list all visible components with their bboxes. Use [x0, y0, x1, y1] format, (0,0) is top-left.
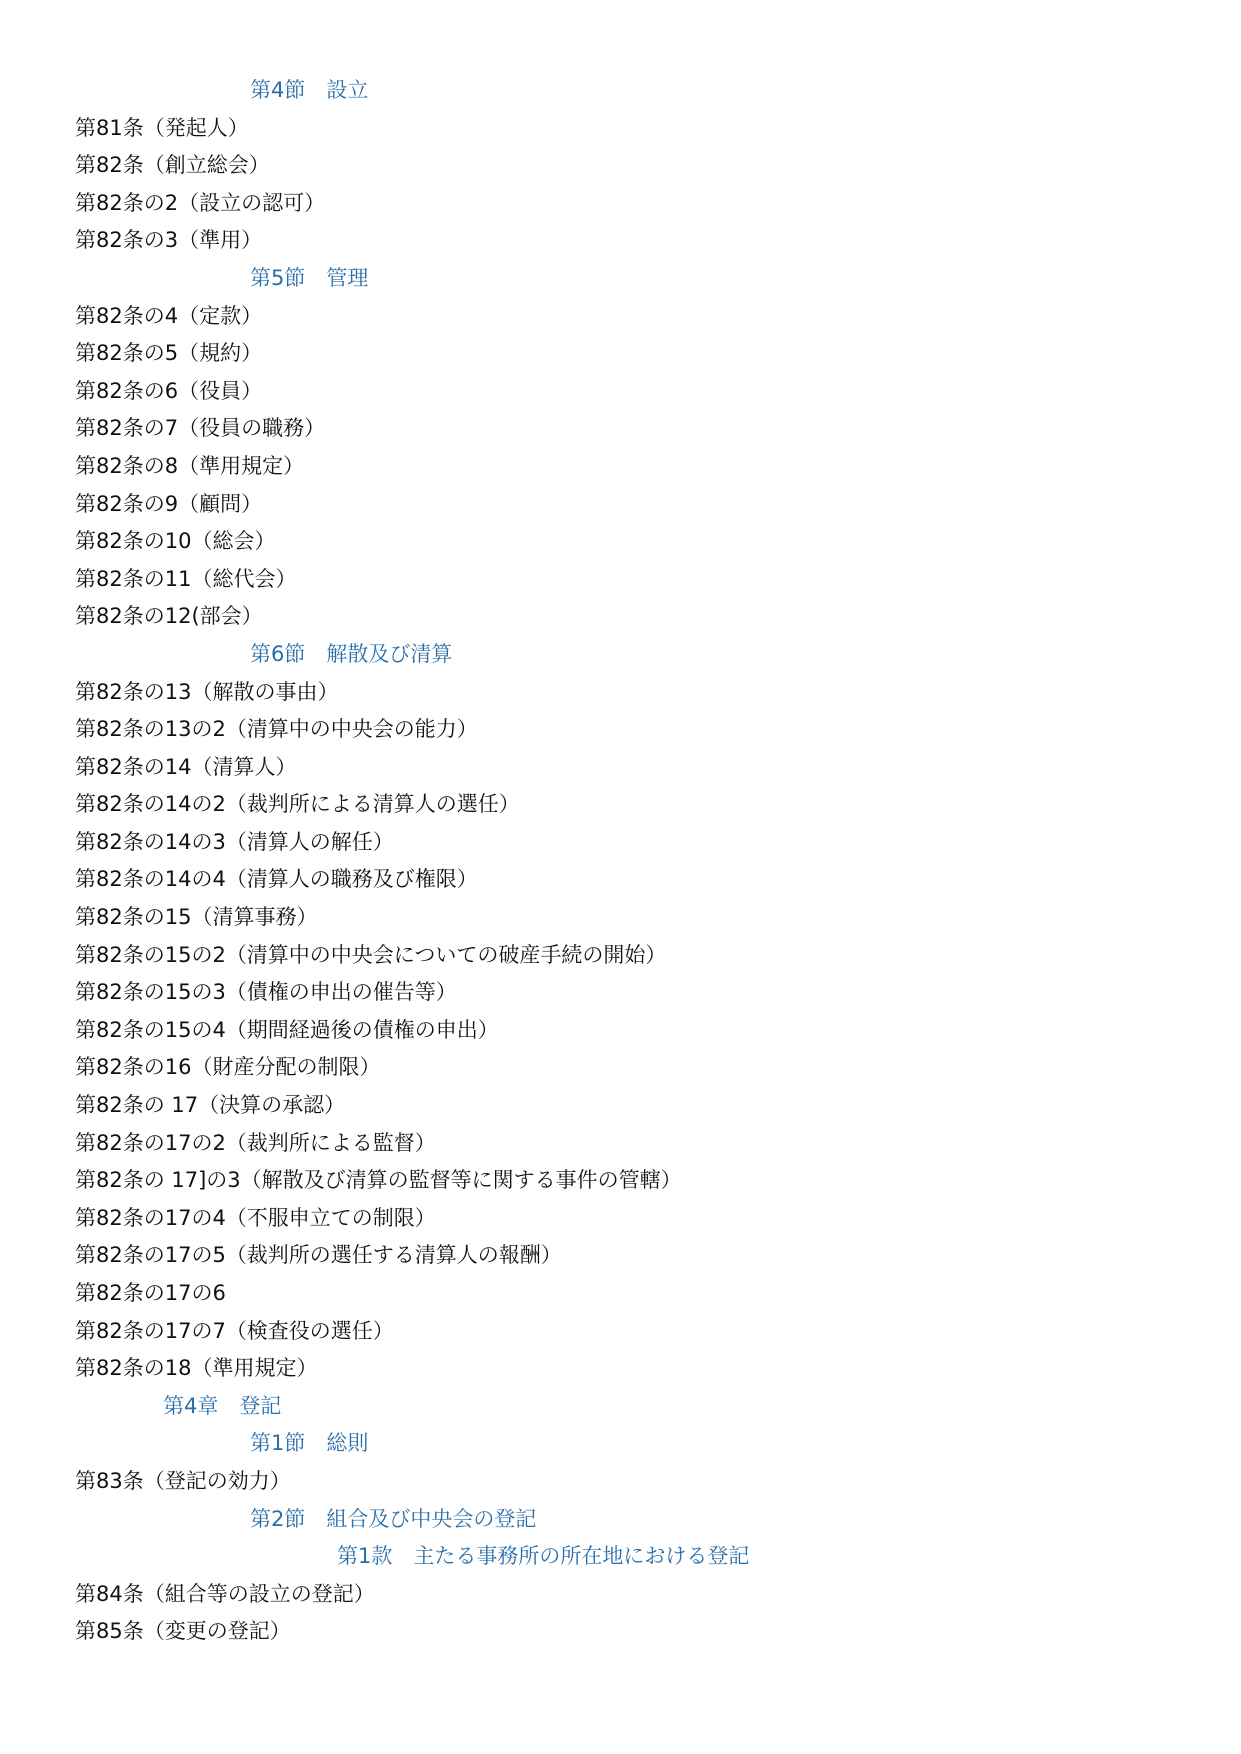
toc-article-row: 第82条の17の2（裁判所による監督） [75, 1130, 436, 1155]
toc-article-row: 第82条の17の5（裁判所の選任する清算人の報酬） [75, 1243, 562, 1268]
toc-article-row: 第85条（変更の登記） [75, 1619, 291, 1644]
toc-article-row: 第82条の11（総代会） [75, 566, 297, 591]
toc-article-row: 第82条の4（定款） [75, 303, 263, 328]
toc-section-row: 第6節 解散及び清算 [250, 641, 453, 666]
toc-article-row: 第82条の15の2（清算中の中央会についての破産手続の開始） [75, 942, 667, 967]
toc-article-row: 第82条の 17（決算の承認） [75, 1093, 346, 1118]
toc-section-row: 第5節 管理 [250, 265, 369, 290]
toc-article-row: 第82条の8（準用規定） [75, 453, 305, 478]
toc-article-row: 第82条の14の3（清算人の解任） [75, 829, 394, 854]
toc-article-row: 第82条の17の4（不服申立ての制限） [75, 1205, 436, 1230]
toc-article-row: 第82条の5（規約） [75, 341, 263, 366]
toc-article-row: 第82条の3（準用） [75, 228, 263, 253]
toc-article-row: 第82条の7（役員の職務） [75, 416, 326, 441]
toc-subsection-row: 第1款 主たる事務所の所在地における登記 [337, 1544, 750, 1569]
toc-article-row: 第82条の17の7（検査役の選任） [75, 1318, 394, 1343]
toc-section-row: 第2節 組合及び中央会の登記 [250, 1506, 537, 1531]
toc-article-row: 第82条の15（清算事務） [75, 905, 318, 930]
toc-article-row: 第82条の12(部会） [75, 604, 263, 629]
toc-article-row: 第82条の6（役員） [75, 378, 263, 403]
toc-article-row: 第83条（登記の効力） [75, 1468, 291, 1493]
toc-article-row: 第82条の14の4（清算人の職務及び権限） [75, 867, 478, 892]
toc-section-row: 第4節 設立 [250, 78, 369, 102]
toc-article-row: 第82条の9（顧問） [75, 491, 263, 516]
toc-article-row: 第82条（創立総会） [75, 153, 270, 178]
toc-article-row: 第82条の 17]の3（解散及び清算の監督等に関する事件の管轄） [75, 1168, 682, 1193]
toc-section-row: 第1節 総則 [250, 1431, 369, 1456]
toc-article-row: 第82条の17の6 [75, 1281, 226, 1305]
toc-article-row: 第81条（発起人） [75, 115, 249, 140]
toc-article-row: 第82条の15の4（期間経過後の債権の申出） [75, 1017, 499, 1042]
toc-article-row: 第82条の10（総会） [75, 529, 276, 554]
toc-article-row: 第82条の14の2（裁判所による清算人の選任） [75, 792, 520, 817]
toc-article-row: 第82条の15の3（債権の申出の催告等） [75, 980, 457, 1005]
toc-article-row: 第82条の13（解散の事由） [75, 679, 339, 704]
toc-article-row: 第84条（組合等の設立の登記） [75, 1581, 375, 1606]
toc-article-row: 第82条の16（財産分配の制限） [75, 1055, 381, 1080]
toc-article-row: 第82条の2（設立の認可） [75, 190, 326, 215]
toc-article-row: 第82条の13の2（清算中の中央会の能力） [75, 717, 478, 742]
toc-article-row: 第82条の14（清算人） [75, 754, 297, 779]
toc-chapter-row: 第4章 登記 [163, 1393, 282, 1418]
toc-article-row: 第82条の18（準用規定） [75, 1356, 318, 1381]
table-of-contents [0, 72, 1241, 1651]
